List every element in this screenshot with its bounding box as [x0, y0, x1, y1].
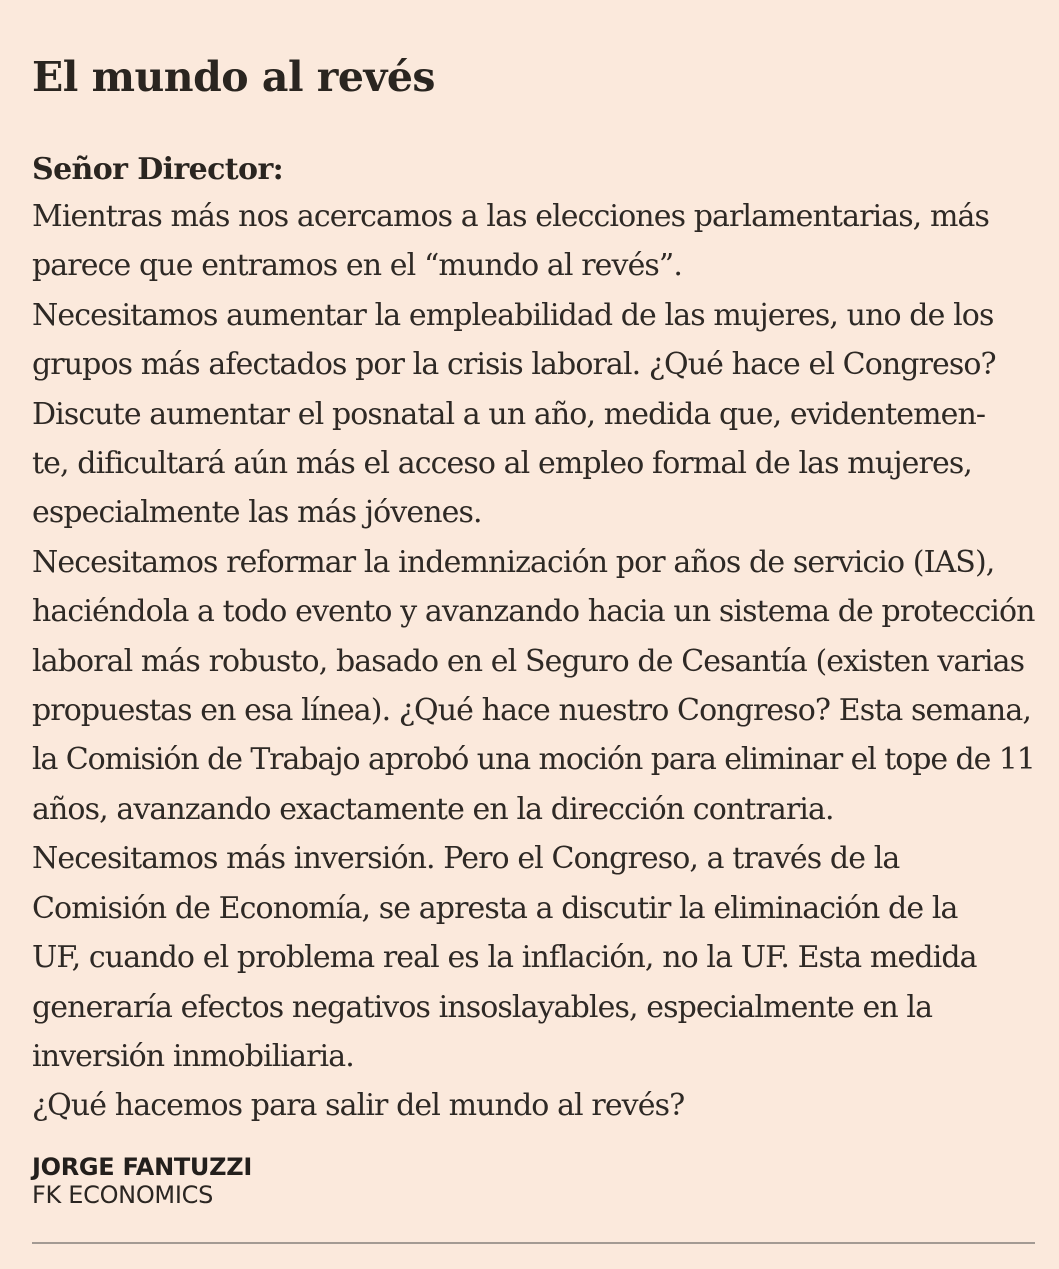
body-line: grupos más afectados por la crisis laboral. ¿Qué hace el Congreso? [32, 347, 996, 383]
author-name: JORGE FANTUZZI [32, 1152, 252, 1181]
body-line: la Comisión de Trabajo aprobó una moción para eliminar el tope de 11 [32, 742, 1035, 778]
signature [32, 1153, 1035, 1209]
body-line: generaría efectos negativos insoslayables, especialmente en la [32, 989, 933, 1025]
body-line: parece que entramos en el “mundo al revés”. [32, 248, 682, 284]
author-affiliation: FK ECONOMICS [32, 1180, 214, 1209]
body-line: haciéndola a todo evento y avanzando hacia un sistema de protección [32, 594, 1035, 630]
body-line: Necesitamos aumentar la empleabilidad de las mujeres, uno de los [32, 297, 994, 333]
body-line: propuestas en esa línea). ¿Qué hace nuestro Congreso? Esta semana, [32, 693, 1031, 729]
salutation: Señor Director: [32, 152, 284, 187]
body-line: Mientras más nos acercamos a las elecciones parlamentarias, más [32, 199, 989, 234]
body-line: años, avanzando exactamente en la dirección contraria. [32, 791, 834, 827]
letter-to-editor [32, 50, 1035, 1209]
bottom-divider [32, 1242, 1035, 1244]
body-line: Necesitamos reformar la indemnización por años de servicio (IAS), [32, 544, 995, 580]
headline: El mundo al revés [32, 53, 435, 101]
letter-body [32, 192, 1035, 1131]
body-line: te, dificultará aún más el acceso al empleo formal de las mujeres, [32, 446, 972, 482]
body-line: laboral más robusto, basado en el Seguro de Cesantía (existen varias [32, 643, 1025, 679]
body-line: Comisión de Economía, se apresta a discutir la eliminación de la [32, 890, 958, 926]
body-line: inversión inmobiliaria. [32, 1038, 354, 1074]
body-line: especialmente las más jóvenes. [32, 495, 482, 531]
body-line: UF, cuando el problema real es la inflación, no la UF. Esta medida [32, 940, 977, 976]
body-line: ¿Qué hacemos para salir del mundo al revés? [32, 1088, 685, 1124]
body-line: Discute aumentar el posnatal a un año, medida que, evidentemen- [32, 396, 986, 432]
body-line: Necesitamos más inversión. Pero el Congreso, a través de la [32, 841, 900, 877]
